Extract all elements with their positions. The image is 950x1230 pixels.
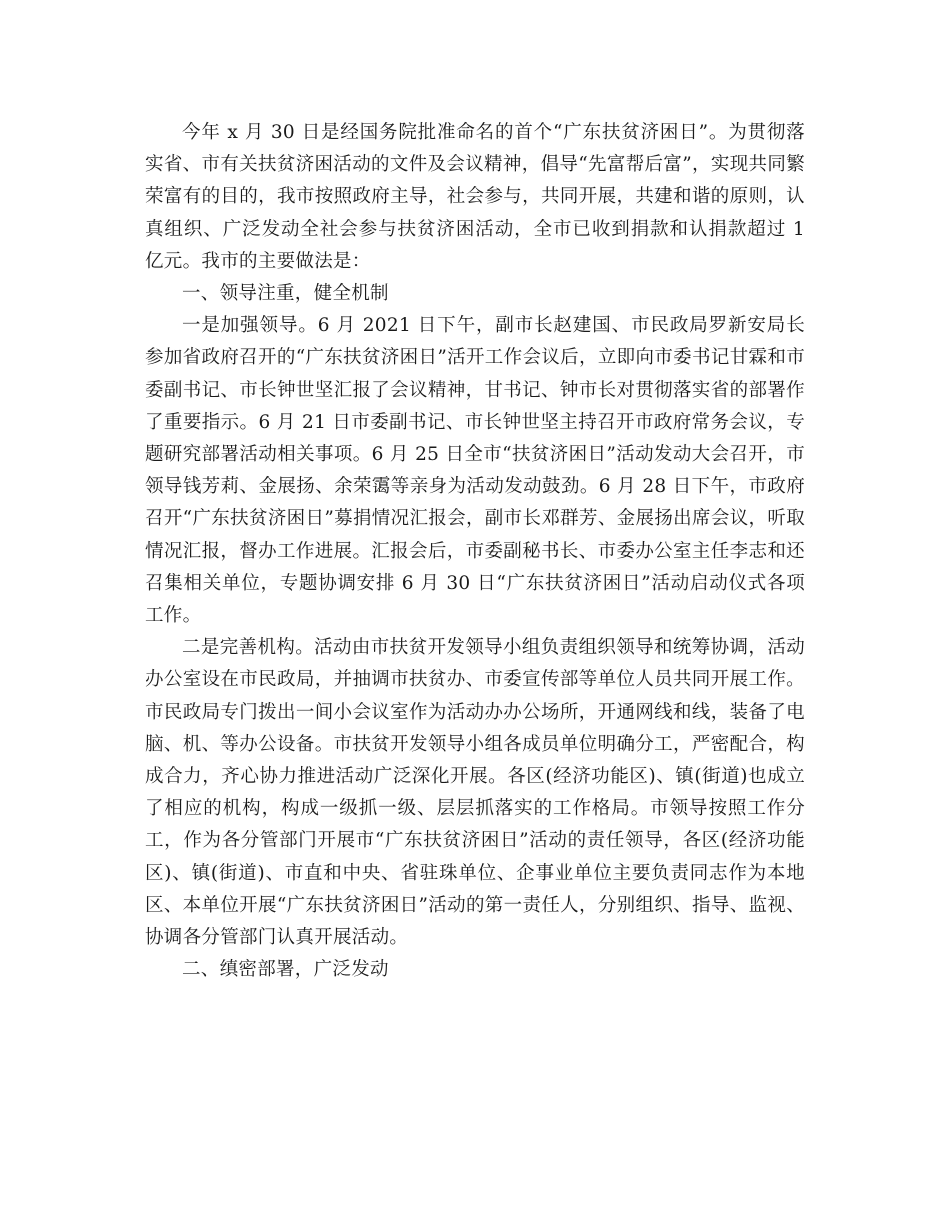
- paragraph-improve-organization: 二是完善机构。活动由市扶贫开发领导小组负责组织领导和统筹协调，活动办公室设在市民政局，并抽调市扶贫办、市委宣传部等单位人员共同开展工作。市民政局专门拨出一间小会议室作为活动办办公场所，开通网线和线，装备了电脑、机、等办公设备。市扶贫开发领导小组各成员单位明确分工，严密配合，构成合力，齐心协力推进活动广泛深化开展。各区(经济功能区)、镇(街道)也成立了相应的机构，构成一级抓一级、层层抓落实的工作格局。市领导按照工作分工，作为各分管部门开展市“广东扶贫济困日”活动的责任领导，各区(经济功能区)、镇(街道)、市直和中央、省驻珠单位、企事业单位主要负责同志作为本地区、本单位开展“广东扶贫济困日”活动的第一责任人，分别组织、指导、监视、协调各分管部门认真开展活动。: [145, 637, 805, 949]
- paragraph-strengthen-leadership: 一是加强领导。6 月 2021 日下午，副市长赵建国、市民政局罗新安局长参加省政府召开的“广东扶贫济困日”活开工作会议后，立即向市委书记甘霖和市委副书记、市长钟世坚汇报了会议精神，甘书记、钟市长对贯彻落实省的部署作了重要指示。6 月 21 日市委副书记、市长钟世坚主持召开市政府常务会议，专题研究部署活动相关事项。6 月 25 日全市“扶贫济困日”活动发动大会召开，市领导钱芳莉、金展扬、余荣霭等亲身为活动发动鼓劲。6 月 28 日下午，市政府召开“广东扶贫济困日”募捐情况汇报会，副市长邓群芳、金展扬出席会议，听取情况汇报，督办工作进展。汇报会后，市委副秘书长、市委办公室主任李志和还召集相关单位，专题协调安排 6 月 30 日“广东扶贫济困日”活动启动仪式各项工作。: [145, 315, 805, 627]
- section-heading-deployment: 二、缜密部署，广泛发动: [182, 959, 389, 981]
- section-heading-leadership: 一、领导注重，健全机制: [182, 283, 389, 305]
- intro-paragraph: 今年 x 月 30 日是经国务院批准命名的首个“广东扶贫济困日”。为贯彻落实省、市有关扶贫济困活动的文件及会议精神，倡导“先富帮后富”，实现共同繁荣富有的目的，我市按照政府主导，社会参与，共同开展，共建和谐的原则，认真组织、广泛发动全社会参与扶贫济困活动，全市已收到捐款和认捐款超过 1 亿元。我市的主要做法是：: [145, 122, 805, 272]
- document-page: [145, 117, 805, 986]
